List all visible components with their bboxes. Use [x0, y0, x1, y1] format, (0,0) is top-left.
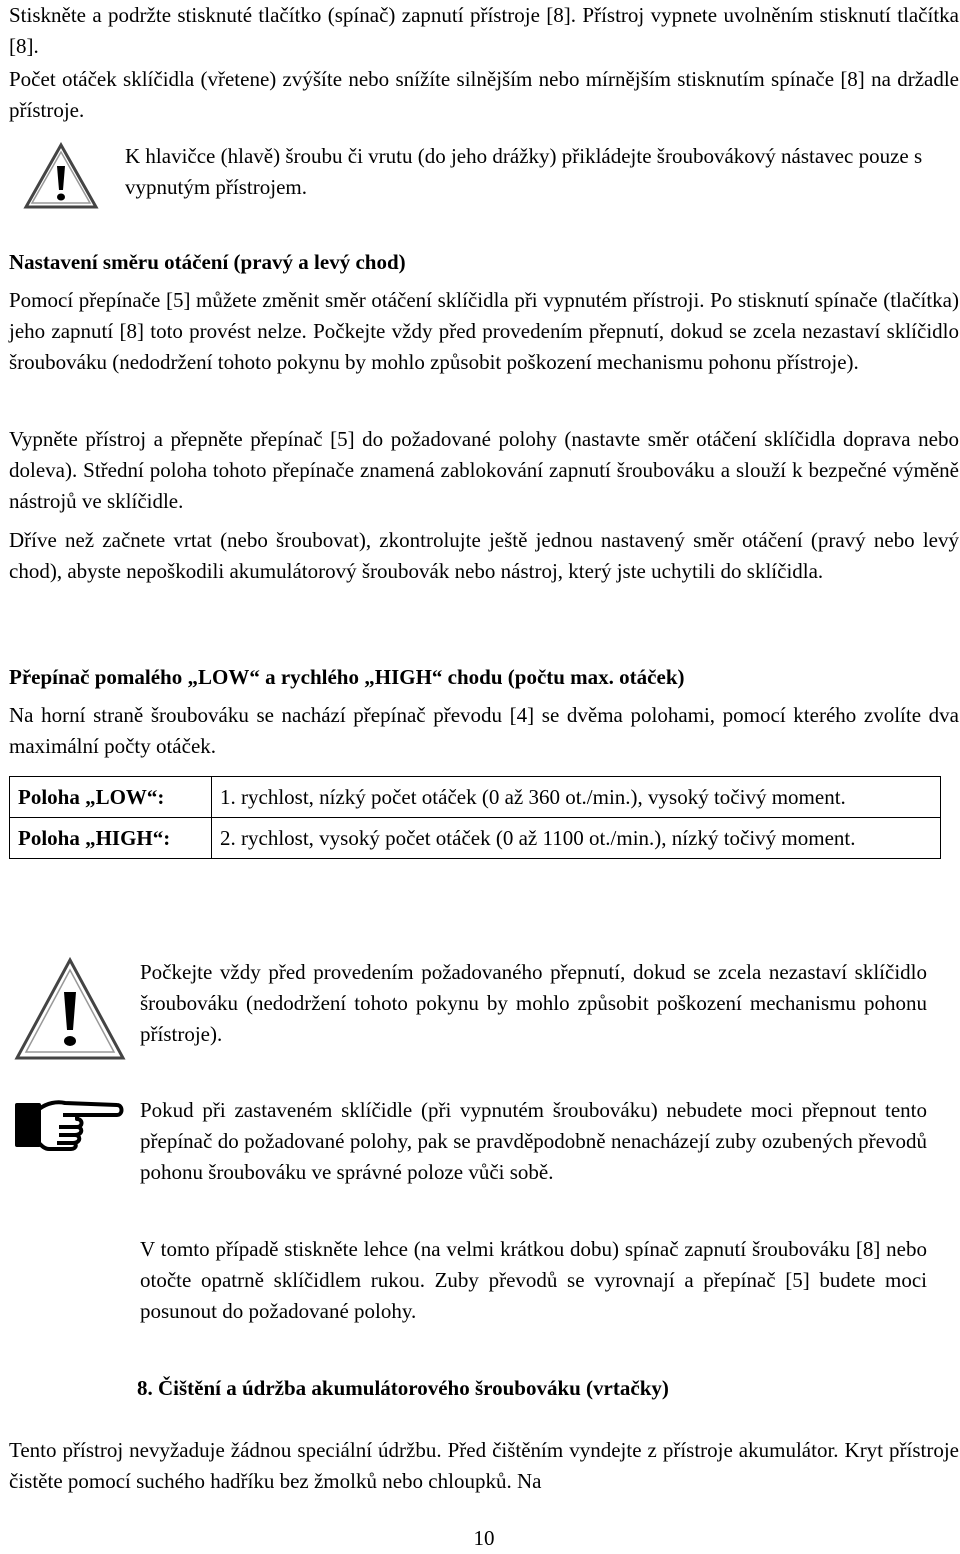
note-gear-fix: V tomto případě stiskněte lehce (na velmi krátkou dobu) spínač zapnutí šroubováku [8] nebo otočte opatrně sklíčidlem rukou. Zuby převodů se vyrovnají a přepínač [5] budete moci posunout do požadované polohy. [140, 1237, 927, 1323]
mode-value: 2. rychlost, vysoký počet otáček (0 až 1100 ot./min.), nízký točivý moment. [212, 818, 941, 859]
pointing-hand-icon [13, 1095, 125, 1164]
warning-triangle-icon [23, 142, 99, 219]
speed-modes-table [9, 776, 941, 859]
paragraph-switch-operation: Stiskněte a podržte stisknuté tlačítko (spínač) zapnutí přístroje [8]. Přístroj vypnete uvolněním stisknutí tlačítka [8]. [9, 3, 959, 58]
warning-triangle-icon [13, 956, 127, 1071]
paragraph-gear-switch: Na horní straně šroubováku se nachází přepínač převodu [4] se dvěma polohami, pomocí kterého zvolíte dva maximální počty otáček. [9, 703, 959, 758]
heading-rotation-direction: Nastavení směru otáčení (pravý a levý chod) [9, 250, 406, 274]
note-gear-alignment: Pokud při zastaveném sklíčidle (při vypnutém šroubováku) nebudete moci přepnout tento přepínač do požadované polohy, pak se pravděpodobně nenacházejí zuby ozubených převodů pohonu šroubováku ve správné poloze vůči sobě. [140, 1098, 927, 1184]
table-row [10, 818, 941, 859]
warning-screwdriver-bit: K hlavičce (hlavě) šroubu či vrutu (do jeho drážky) přikládejte šroubovákový nástavec pouze s vypnutým přístrojem. [125, 144, 923, 199]
warning-wait-before-switch: Počkejte vždy před provedením požadovaného přepnutí, dokud se zcela nezastaví sklíčidlo šroubováku (nedodržení tohoto pokynu by mohlo způsobit poškození mechanismu pohonu přístroje). [140, 960, 927, 1046]
paragraph-cleaning: Tento přístroj nevyžaduje žádnou speciální údržbu. Před čištěním vyndejte z přístroje akumulátor. Kryt přístroje čistěte pomocí suchého hadříku bez žmolků nebo chloupků. Na [9, 1438, 959, 1493]
table-row [10, 777, 941, 818]
heading-speed-switch: Přepínač pomalého „LOW“ a rychlého „HIGH“ chodu (počtu max. otáček) [9, 665, 685, 689]
mode-label: Poloha „HIGH“: [10, 818, 212, 859]
paragraph-direction-set: Vypněte přístroj a přepněte přepínač [5] do požadované polohy (nastavte směr otáčení sklíčidla doprava nebo doleva). Střední poloha tohoto přepínače znamená zablokování zapnutí šroubováku a slouží k bezpečné výměně nástrojů ve sklíčidle. [9, 427, 959, 513]
page-number: 10 [473, 1526, 495, 1550]
mode-label: Poloha „LOW“: [10, 777, 212, 818]
mode-value: 1. rychlost, nízký počet otáček (0 až 360 ot./min.), vysoký točivý moment. [212, 777, 941, 818]
paragraph-speed-control: Počet otáček sklíčidla (vřetene) zvýšíte nebo snížíte silnějším nebo mírnějším stisknutím spínače [8] na držadle přístroje. [9, 67, 959, 122]
heading-cleaning-maintenance: 8. Čištění a údržba akumulátorového šroubováku (vrtačky) [137, 1376, 669, 1400]
paragraph-direction-check: Dříve než začnete vrtat (nebo šroubovat), zkontrolujte ještě jednou nastavený směr otáčení (pravý nebo levý chod), abyste nepoškodili akumulátorový šroubovák nebo nástroj, který jste uchytili do sklíčidla. [9, 528, 959, 583]
paragraph-direction-switch: Pomocí přepínače [5] můžete změnit směr otáčení sklíčidla při vypnutém přístroji. Po stisknutí spínače (tlačítka) jeho zapnutí [8] toto provést nelze. Počkejte vždy před provedením přepnutí, dokud se zcela nezastaví sklíčidlo šroubováku (nedodržení tohoto pokynu by mohlo způsobit poškození mechanismu pohonu přístroje). [9, 288, 959, 374]
